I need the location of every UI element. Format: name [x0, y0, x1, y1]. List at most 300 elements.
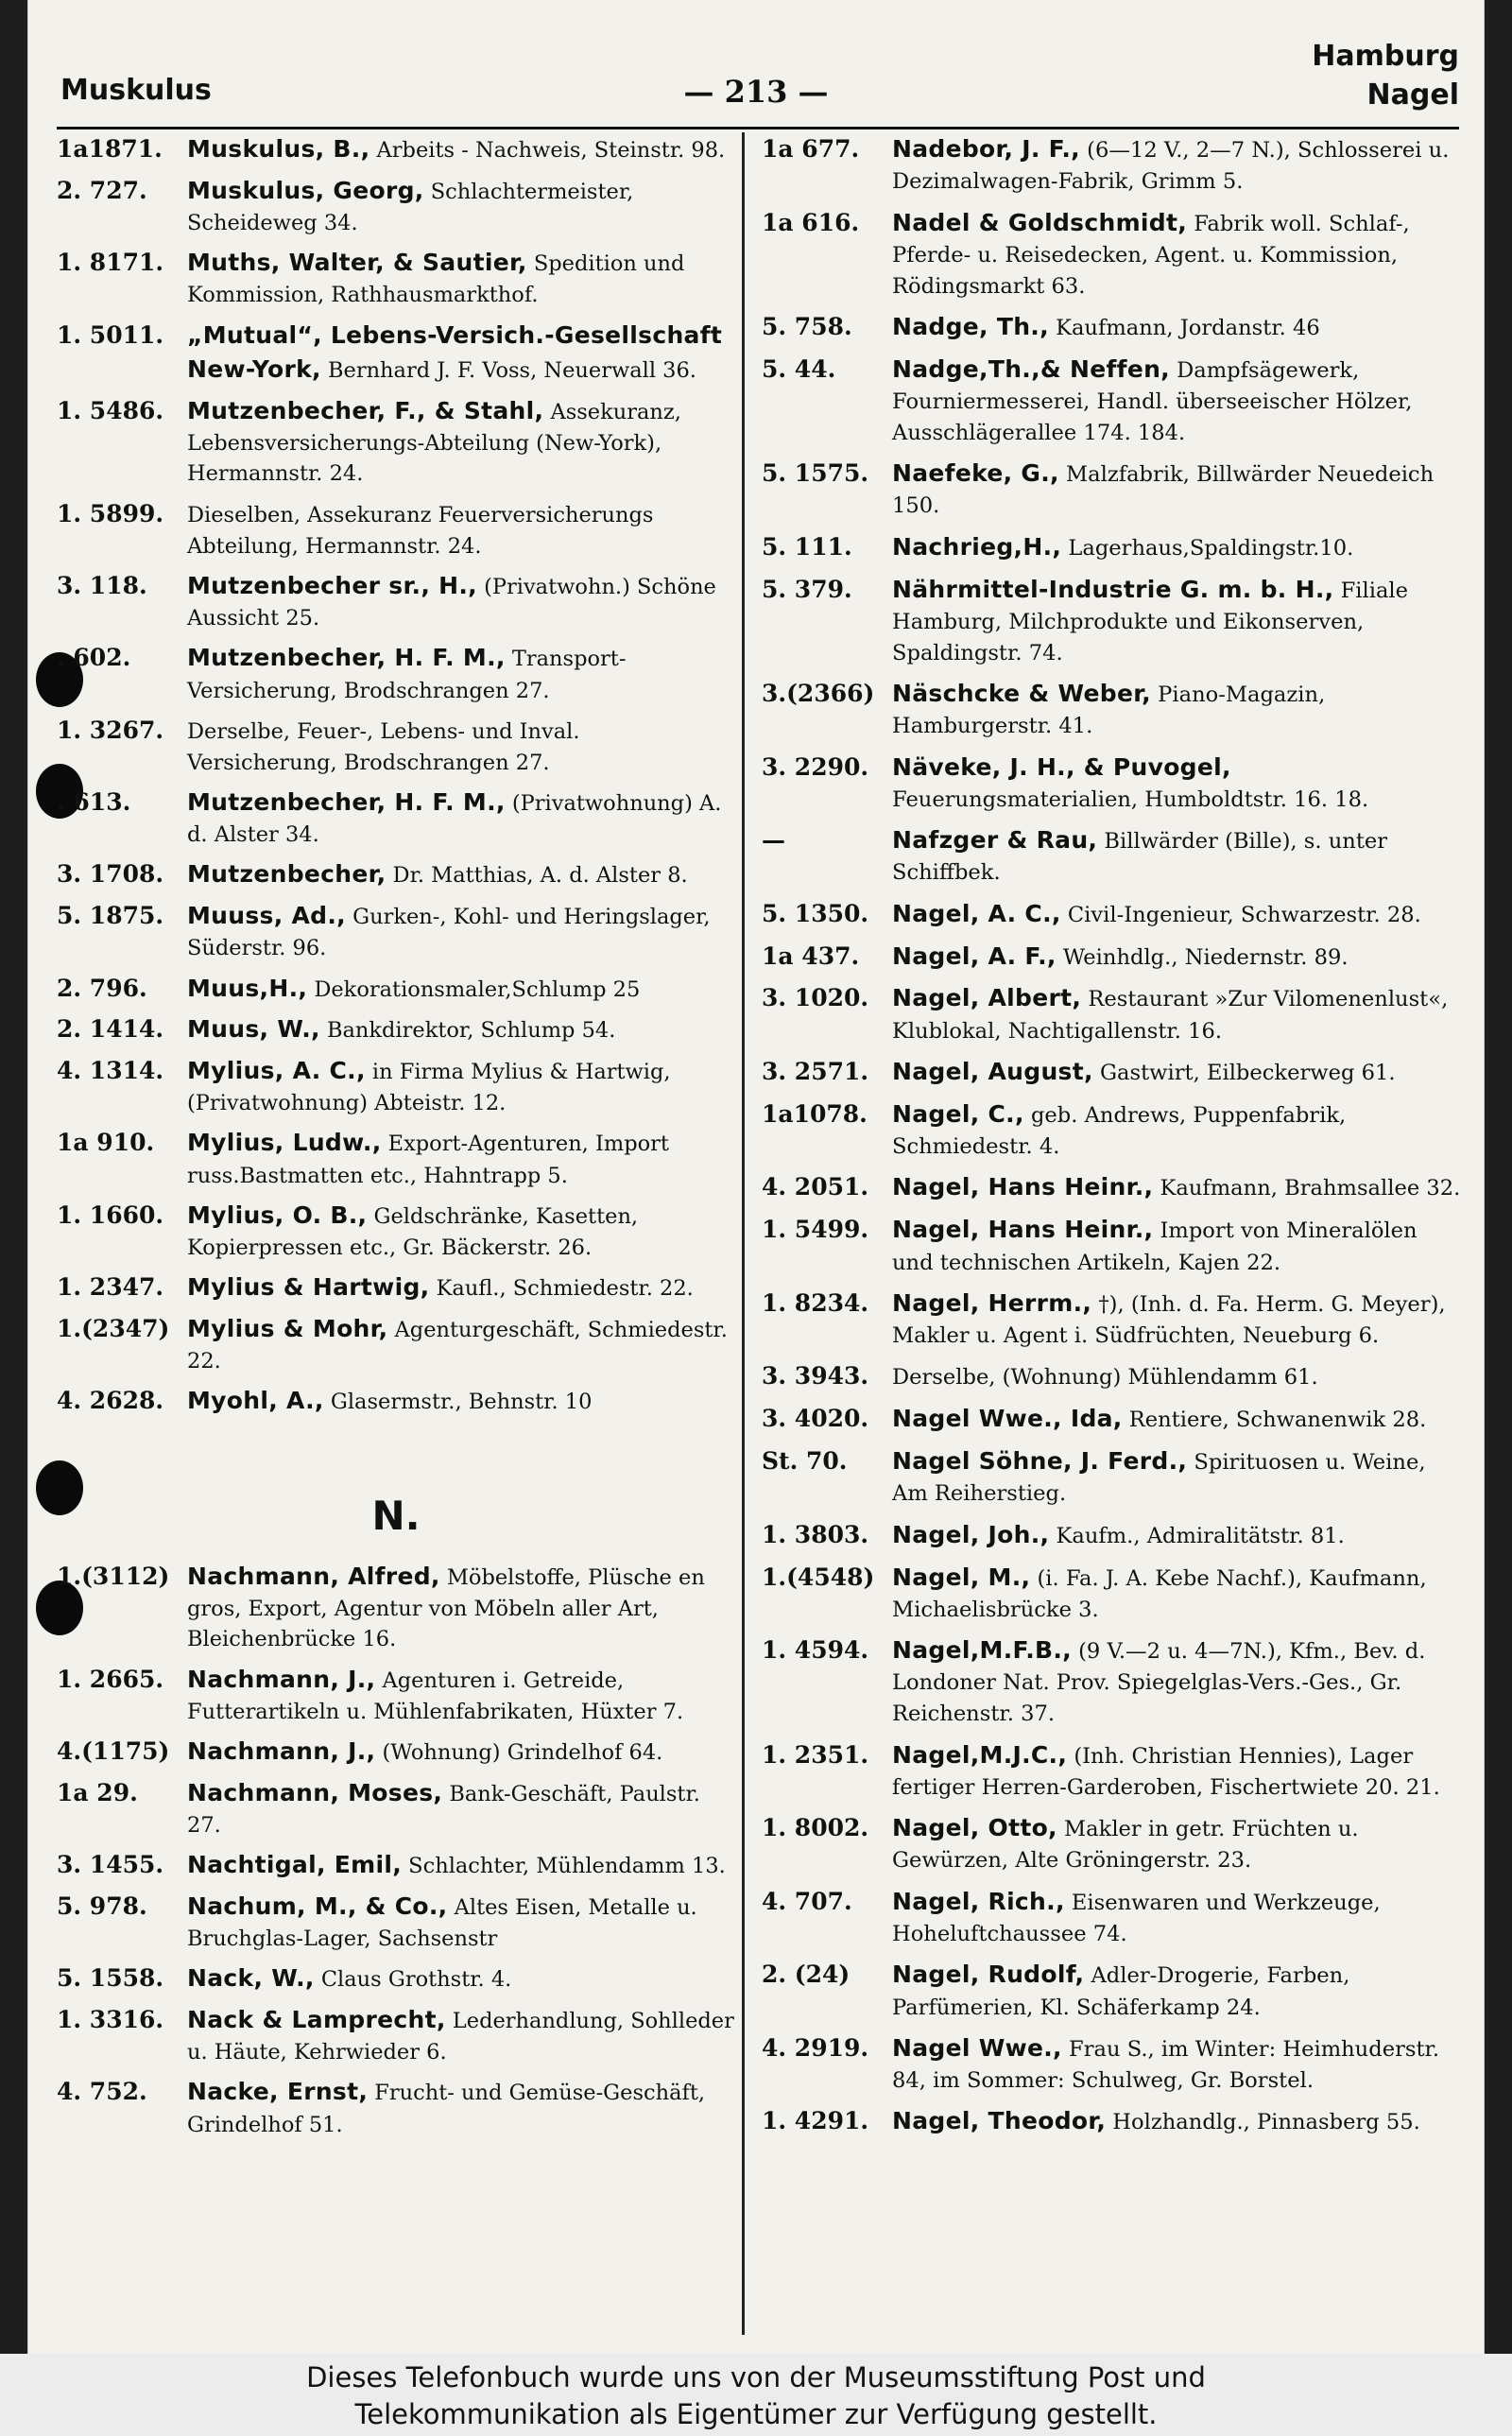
subscriber-name: Nagel, C., — [892, 1099, 1024, 1128]
phone-number: 4. 1314. — [57, 1057, 164, 1084]
entry-text — [181, 1270, 735, 1304]
subscriber-details: Kaufm., Admiralitätstr. 81. — [1049, 1523, 1345, 1548]
subscriber-details: Frau S., im Winter: Heimhuderstr. 84, im Sommer: Schulweg, Gr. Borstel. — [892, 2036, 1440, 2094]
subscriber-name: Nagel Wwe., Ida, — [892, 1405, 1123, 1433]
header-city: Hamburg — [1312, 40, 1459, 73]
phone-number: 1a1078. — [762, 1099, 868, 1128]
phone-number: 1. 4594. — [762, 1636, 869, 1665]
subscriber-details: Piano-Magazin, Hamburgerstr. 41. — [892, 682, 1326, 739]
phone-number: 4. 2628. — [57, 1387, 164, 1415]
directory-entry — [762, 2104, 1461, 2138]
phone-number: 5. 1350. — [762, 899, 869, 927]
phone-number: 3. 118. — [57, 571, 147, 599]
entry-text — [181, 1961, 735, 1995]
phone-number: 1. 3316. — [57, 2005, 164, 2033]
subscriber-details: Bankdirektor, Schlump 54. — [319, 1018, 616, 1044]
phone-number: 1. 8234. — [762, 1288, 869, 1317]
entry-text — [181, 246, 735, 311]
entry-text — [181, 1848, 735, 1882]
subscriber-name: Mutzenbecher, — [187, 860, 387, 889]
directory-entry — [57, 2075, 735, 2140]
entry-text — [181, 2075, 735, 2140]
directory-entry — [57, 394, 735, 491]
directory-entry — [57, 319, 735, 388]
phone-number: 1. 5011. — [57, 320, 164, 349]
phone-number: 2. 1414. — [57, 1015, 164, 1044]
subscriber-name: Mylius & Mohr, — [187, 1314, 388, 1342]
subscriber-name: Nachmann, J., — [187, 1736, 376, 1765]
subscriber-name: Nachum, M., & Co., — [187, 1892, 448, 1920]
subscriber-details: (9 V.—2 u. 4—7N.), Kfm., Bev. d. Londoner Nat. Prov. Spiegelglas-Vers.-Ges., Gr. Reichenstr. 37. — [892, 1639, 1426, 1727]
subscriber-details: Dekorationsmaler,Schlump 25 — [307, 976, 641, 1002]
directory-entry — [57, 1199, 735, 1264]
entry-text — [181, 641, 735, 706]
subscriber-details: (Privatwohnung) A. d. Alster 34. — [187, 791, 722, 848]
subscriber-name: Näveke, J. H., & Puvogel, — [892, 752, 1231, 781]
entry-text — [886, 353, 1461, 449]
subscriber-name: Mutzenbecher, F., & Stahl, — [187, 396, 544, 424]
phone-number: 3. 1020. — [762, 984, 869, 1012]
directory-entry — [57, 1384, 735, 1418]
entry-text — [181, 497, 735, 562]
directory-entry — [57, 497, 735, 562]
subscriber-name: Mylius & Hartwig, — [187, 1273, 430, 1302]
subscriber-name: Nagel, Otto, — [892, 1814, 1057, 1842]
directory-entry — [57, 972, 735, 1006]
footer-line: Dieses Telefonbuch wurde uns von der Museumsstiftung Post und — [306, 2361, 1206, 2393]
directory-entry — [57, 1961, 735, 1995]
subscriber-name: Nagel, Albert, — [892, 984, 1082, 1012]
directory-entry — [57, 1312, 735, 1377]
entry-text — [886, 2104, 1461, 2138]
subscriber-name: Nagel, Theodor, — [892, 2107, 1107, 2135]
subscriber-details: (Privatwohn.) Schöne Aussicht 25. — [187, 574, 716, 631]
entry-text — [886, 1885, 1461, 1950]
subscriber-details: Agenturgeschäft, Schmiedestr. 22. — [187, 1317, 728, 1374]
entry-text — [886, 573, 1461, 669]
subscriber-name: Nagel, Herrm., — [892, 1288, 1092, 1317]
entry-text — [886, 132, 1461, 198]
subscriber-name: Nagel, M., — [892, 1563, 1031, 1591]
header-left-keyword: Muskulus — [60, 74, 212, 107]
phone-number: 5. 758. — [762, 312, 852, 340]
subscriber-details: Dieselben, Assekuranz Feuerversicherungs Abteilung, Hermannstr. 24. — [187, 502, 654, 559]
directory-entry — [762, 1518, 1461, 1552]
phone-number: 2. 796. — [57, 974, 147, 1002]
subscriber-details: (Wohnung) Grindelhof 64. — [375, 1739, 663, 1765]
directory-entry — [762, 1633, 1461, 1730]
directory-entry — [762, 981, 1461, 1046]
subscriber-name: Muskulus, B., — [187, 135, 370, 163]
directory-entry — [762, 1738, 1461, 1804]
phone-number: 2. 727. — [57, 176, 147, 204]
phone-number: 1. 1660. — [57, 1201, 164, 1229]
entry-text — [886, 940, 1461, 974]
subscriber-name: Nachmann, Moses, — [187, 1778, 443, 1806]
directory-entry — [57, 1663, 735, 1728]
phone-number: 1. 5486. — [57, 396, 164, 424]
directory-entry — [762, 1958, 1461, 2023]
phone-number: 3.(2366) — [762, 679, 875, 707]
entry-text — [181, 1199, 735, 1264]
subscriber-details: Dr. Matthias, A. d. Alster 8. — [386, 863, 688, 889]
entry-text — [181, 899, 735, 964]
subscriber-name: Näschcke & Weber, — [892, 679, 1151, 707]
directory-entry — [762, 1811, 1461, 1876]
subscriber-name: Nadge, Th., — [892, 312, 1049, 340]
subscriber-details: Lagerhaus,Spaldingstr.10. — [1061, 535, 1354, 561]
phone-number: 1. 8171. — [57, 249, 164, 277]
subscriber-details: Gurken-, Kohl- und Heringslager, Süderstr. 96. — [187, 905, 711, 961]
directory-entry — [762, 823, 1461, 889]
subscriber-name: Nacke, Ernst, — [187, 2078, 369, 2106]
phone-number: — — [762, 826, 785, 855]
directory-entry — [762, 940, 1461, 974]
entry-text — [181, 1735, 735, 1769]
right-column — [762, 132, 1461, 2147]
subscriber-details: Bank-Geschäft, Paulstr. 27. — [187, 1781, 700, 1838]
directory-entry — [762, 1359, 1461, 1393]
phone-number: 5. 111. — [762, 532, 852, 561]
subscriber-name: Nafzger & Rau, — [892, 826, 1098, 855]
subscriber-name: Nadel & Goldschmidt, — [892, 208, 1188, 236]
entry-text — [181, 2003, 735, 2068]
subscriber-details: Agenturen i. Getreide, Futterartikeln u. Mühlenfabrikaten, Hüxter 7. — [187, 1667, 684, 1724]
subscriber-details: Frucht- und Gemüse-Geschäft, Grindelhof 51. — [187, 2081, 706, 2137]
section-letter: N. — [371, 1492, 421, 1539]
subscriber-details: Lederhandlung, Sohlleder u. Häute, Kehrwieder 6. — [187, 2008, 734, 2065]
subscriber-details: geb. Andrews, Puppenfabrik, Schmiedestr. 4. — [892, 1102, 1347, 1160]
subscriber-details: (i. Fa. J. A. Kebe Nachf.), Kaufmann, Michaelisbrücke 3. — [892, 1565, 1427, 1622]
subscriber-details: Restaurant »Zur Vilomenenlust«, Klublokal, Nachtigallenstr. 16. — [892, 987, 1449, 1044]
subscriber-details: Export-Agenturen, Import russ.Bastmatten etc., Hahntrapp 5. — [187, 1132, 669, 1188]
phone-number: 1. 4291. — [762, 2107, 869, 2135]
phone-number: 4.(1175) — [57, 1736, 170, 1765]
subscriber-name: Nagel Wwe., — [892, 2033, 1062, 2062]
directory-entry — [762, 2031, 1461, 2097]
phone-number: . 613. — [57, 788, 131, 816]
directory-entry — [57, 1890, 735, 1955]
subscriber-name: Nagel, A. C., — [892, 899, 1061, 927]
subscriber-name: Mylius, Ludw., — [187, 1129, 382, 1157]
subscriber-name: Nagel, Hans Heinr., — [892, 1216, 1154, 1244]
phone-number: 4. 707. — [762, 1887, 852, 1915]
phone-number: 1. 2351. — [762, 1740, 869, 1769]
phone-number: 1. 2347. — [57, 1273, 164, 1302]
footer-notice — [0, 2354, 1512, 2436]
phone-number: 4. 2051. — [762, 1173, 869, 1201]
phone-number: 5. 1558. — [57, 1964, 164, 1993]
subscriber-name: Mutzenbecher, H. F. M., — [187, 644, 506, 672]
header-right — [1312, 38, 1459, 114]
directory-entry — [57, 1012, 735, 1046]
directory-entry — [57, 857, 735, 891]
column-divider — [742, 132, 745, 2335]
entry-text — [886, 1811, 1461, 1876]
entry-text — [181, 1054, 735, 1119]
phone-number: 1. 8002. — [762, 1814, 869, 1842]
subscriber-name: Nack & Lamprecht, — [187, 2005, 446, 2033]
subscriber-details: Derselbe, (Wohnung) Mühlendamm 61. — [892, 1365, 1318, 1391]
phone-number: 5. 1575. — [762, 459, 869, 488]
directory-entry — [57, 1054, 735, 1119]
subscriber-details: Import von Mineralölen und technischen Artikeln, Kajen 22. — [892, 1218, 1418, 1275]
entry-text — [181, 1560, 735, 1656]
subscriber-details: in Firma Mylius & Hartwig, (Privatwohnung) Abteistr. 12. — [187, 1060, 671, 1116]
subscriber-details: Gastwirt, Eilbeckerweg 61. — [1092, 1060, 1396, 1085]
phone-number: 4. 2919. — [762, 2033, 869, 2062]
directory-entry — [762, 751, 1461, 816]
phone-number: 3. 2571. — [762, 1057, 869, 1085]
subscriber-details: Glasermstr., Behnstr. 10 — [323, 1390, 593, 1415]
entry-text — [886, 2031, 1461, 2097]
subscriber-name: Nagel, A. F., — [892, 942, 1057, 970]
entry-text — [181, 1384, 735, 1418]
phone-number: 3. 2290. — [762, 752, 869, 781]
subscriber-name: Nachmann, Alfred, — [187, 1562, 440, 1590]
subscriber-name: Nadge,Th.,& Neffen, — [892, 354, 1170, 383]
directory-entry — [762, 1213, 1461, 1278]
entry-text — [886, 1518, 1461, 1552]
directory-entry — [762, 1287, 1461, 1352]
subscriber-name: Nagel, Rudolf, — [892, 1961, 1085, 1989]
phone-number: 1. 3803. — [762, 1520, 869, 1548]
entry-text — [886, 1958, 1461, 2023]
directory-entry — [57, 899, 735, 964]
subscriber-details: Möbelstoffe, Plüsche en gros, Export, Agentur von Möbeln aller Art, Bleichenbrücke 16. — [187, 1564, 705, 1652]
subscriber-name: Nachrieg,H., — [892, 532, 1062, 561]
phone-number: 3. 4020. — [762, 1405, 869, 1433]
entry-text — [886, 1359, 1461, 1393]
subscriber-name: Nachtigal, Emil, — [187, 1851, 403, 1878]
entry-text — [886, 1213, 1461, 1278]
page-number: — 213 — — [683, 74, 829, 110]
directory-entry — [762, 1055, 1461, 1089]
subscriber-details: Spirituosen u. Weine, Am Reiherstieg. — [892, 1450, 1426, 1507]
phone-number: 5. 379. — [762, 575, 852, 603]
subscriber-details: Schlachtermeister, Scheideweg 34. — [187, 179, 634, 235]
entry-text — [181, 1776, 735, 1841]
phone-number: 3. 1708. — [57, 860, 164, 889]
subscriber-details: Geldschränke, Kasetten, Kopierpressen etc., Gr. Bäckerstr. 26. — [187, 1203, 639, 1260]
footer-line: Telekommunikation als Eigentümer zur Verfügung gestellt. — [354, 2398, 1158, 2431]
subscriber-name: Nack, W., — [187, 1964, 315, 1993]
directory-entry — [762, 1402, 1461, 1436]
entry-text — [886, 1055, 1461, 1089]
phone-number: 1.(3112) — [57, 1562, 170, 1590]
phone-number: 2. (24) — [762, 1961, 850, 1989]
subscriber-details: Schlachter, Mühlendamm 13. — [402, 1854, 726, 1878]
directory-entry — [762, 310, 1461, 344]
header-rule — [57, 127, 1459, 130]
entry-text — [886, 530, 1461, 564]
subscriber-details: Billwärder (Bille), s. unter Schiffbek. — [892, 829, 1388, 886]
entry-text — [886, 897, 1461, 931]
directory-page — [28, 0, 1484, 2354]
directory-entry — [762, 1561, 1461, 1626]
phone-number: 1a 29. — [57, 1778, 138, 1806]
entry-text — [886, 206, 1461, 302]
directory-entry — [762, 897, 1461, 931]
subscriber-details: Malzfabrik, Billwärder Neuedeich 150. — [892, 462, 1435, 519]
directory-entry — [57, 1126, 735, 1191]
subscriber-name: Nagel, August, — [892, 1057, 1093, 1085]
phone-number: 1a 616. — [762, 208, 860, 236]
phone-number: 1. 5499. — [762, 1216, 869, 1244]
subscriber-details: Eisenwaren und Werkzeuge, Hoheluftchaussee 74. — [892, 1890, 1381, 1946]
subscriber-name: Nadebor, J. F., — [892, 135, 1080, 163]
subscriber-name: Muths, Walter, & Sautier, — [187, 249, 527, 277]
entry-text — [886, 457, 1461, 522]
phone-number: 1.(2347) — [57, 1314, 170, 1342]
phone-number: 1a 437. — [762, 942, 860, 970]
subscriber-name: Muuss, Ad., — [187, 902, 346, 930]
entry-text — [181, 174, 735, 239]
entry-text — [886, 1633, 1461, 1730]
subscriber-name: Mutzenbecher, H. F. M., — [187, 788, 506, 816]
subscriber-name: Muus,H., — [187, 974, 308, 1002]
phone-number: . 602. — [57, 644, 131, 672]
subscriber-name: Nagel Söhne, J. Ferd., — [892, 1447, 1188, 1476]
subscriber-details: Kaufmann, Brahmsallee 32. — [1153, 1176, 1461, 1201]
phone-number: 3. 3943. — [762, 1362, 869, 1391]
subscriber-name: Naefeke, G., — [892, 459, 1059, 488]
left-column — [57, 132, 735, 2148]
subscriber-name: Nagel, Rich., — [892, 1887, 1065, 1915]
directory-entry — [762, 206, 1461, 302]
directory-entry — [57, 2003, 735, 2068]
directory-entry — [57, 641, 735, 706]
subscriber-name: Nagel, Joh., — [892, 1520, 1050, 1548]
subscriber-name: Nagel,M.F.B., — [892, 1636, 1072, 1665]
subscriber-name: Nachmann, J., — [187, 1665, 376, 1693]
subscriber-details: (Inh. Christian Hennies), Lager fertiger Herren-Garderoben, Fischertwiete 20. 21. — [892, 1743, 1440, 1800]
directory-entry — [762, 457, 1461, 522]
entry-text — [181, 1312, 735, 1377]
subscriber-name: Mutzenbecher sr., H., — [187, 571, 477, 599]
directory-entry — [57, 174, 735, 239]
subscriber-details: Spedition und Kommission, Rathhausmarkthof. — [187, 251, 685, 308]
entry-text — [181, 319, 735, 388]
entry-text — [886, 1170, 1461, 1204]
entry-text — [181, 1126, 735, 1191]
header-right-keyword: Nagel — [1366, 78, 1459, 112]
subscriber-name: Nagel, Hans Heinr., — [892, 1173, 1154, 1201]
directory-entry — [57, 1560, 735, 1656]
phone-number: 1.(4548) — [762, 1563, 875, 1591]
phone-number: 3. 1455. — [57, 1851, 164, 1878]
entry-text — [181, 972, 735, 1006]
entry-text — [886, 310, 1461, 344]
entry-text — [886, 823, 1461, 889]
subscriber-details: Filiale Hamburg, Milchprodukte und Eikonserven, Spaldingstr. 74. — [892, 578, 1409, 665]
subscriber-details: Rentiere, Schwanenwik 28. — [1122, 1408, 1427, 1433]
phone-number: St. 70. — [762, 1447, 848, 1476]
subscriber-details: Kaufmann, Jordanstr. 46 — [1048, 315, 1320, 340]
entry-text — [181, 132, 735, 166]
directory-entry — [57, 1776, 735, 1841]
phone-number: 1. 5899. — [57, 499, 164, 527]
subscriber-details: Kaufl., Schmiedestr. 22. — [429, 1276, 694, 1302]
subscriber-details: Transport-Versicherung, Brodschrangen 27. — [187, 647, 627, 703]
subscriber-details: Feuerungsmaterialien, Humboldtstr. 16. 18. — [892, 786, 1369, 812]
directory-entry — [57, 714, 735, 779]
subscriber-details: Altes Eisen, Metalle u. Bruchglas-Lager, Sachsenstr — [187, 1894, 697, 1951]
phone-number: 1a 677. — [762, 135, 860, 163]
subscriber-name: „Mutual“, Lebens-Versich.-Gesellschaft New-York, — [187, 320, 723, 383]
entry-text — [181, 786, 735, 851]
subscriber-name: Nährmittel-Industrie G. m. b. H., — [892, 575, 1334, 603]
directory-entry — [762, 573, 1461, 669]
entry-text — [886, 1444, 1461, 1510]
entry-text — [181, 394, 735, 491]
entry-text — [886, 981, 1461, 1046]
subscriber-details: Claus Grothstr. 4. — [314, 1967, 512, 1993]
subscriber-name: Mylius, A. C., — [187, 1057, 366, 1084]
phone-number: 4. 752. — [57, 2078, 147, 2106]
directory-entry — [762, 677, 1461, 742]
entry-text — [181, 569, 735, 634]
subscriber-name: Muus, W., — [187, 1015, 320, 1044]
directory-entry — [762, 132, 1461, 198]
directory-entry — [762, 353, 1461, 449]
phone-number: 5. 978. — [57, 1892, 147, 1920]
phone-number: 5. 44. — [762, 354, 836, 383]
entry-text — [886, 1738, 1461, 1804]
subscriber-details: Weinhdlg., Niedernstr. 89. — [1056, 944, 1349, 970]
directory-entry — [762, 1885, 1461, 1950]
directory-entry — [57, 569, 735, 634]
directory-entry — [762, 1444, 1461, 1510]
directory-entry — [762, 1097, 1461, 1163]
subscriber-details: Civil-Ingenieur, Schwarzestr. 28. — [1060, 902, 1421, 927]
entry-text — [886, 1561, 1461, 1626]
phone-number: 1. 2665. — [57, 1665, 164, 1693]
subscriber-details: (6—12 V., 2—7 N.), Schlosserei u. Dezimalwagen-Fabrik, Grimm 5. — [892, 138, 1450, 195]
entry-text — [181, 1890, 735, 1955]
phone-number: 1. 3267. — [57, 716, 164, 744]
entry-text — [886, 1402, 1461, 1436]
subscriber-details: Adler-Drogerie, Farben, Parfümerien, Kl. Schäferkamp 24. — [892, 1963, 1350, 2020]
subscriber-details: Bernhard J. F. Voss, Neuerwall 36. — [320, 357, 696, 383]
subscriber-name: Mylius, O. B., — [187, 1201, 368, 1229]
entry-text — [181, 857, 735, 891]
phone-number: 1a1871. — [57, 135, 163, 163]
directory-entry — [57, 1270, 735, 1304]
entry-text — [886, 751, 1461, 816]
directory-entry — [57, 1848, 735, 1882]
directory-entry — [762, 1170, 1461, 1204]
entry-text — [181, 714, 735, 779]
subscriber-name: Nagel,M.J.C., — [892, 1740, 1068, 1769]
directory-entry — [57, 1735, 735, 1769]
entry-text — [886, 1287, 1461, 1352]
entry-text — [181, 1663, 735, 1728]
directory-entry — [57, 246, 735, 311]
phone-number: 5. 1875. — [57, 902, 164, 930]
entry-text — [181, 1012, 735, 1046]
subscriber-name: Myohl, A., — [187, 1387, 324, 1415]
subscriber-details: Derselbe, Feuer-, Lebens- und Inval. Versicherung, Brodschrangen 27. — [187, 718, 580, 775]
subscriber-details: †), (Inh. d. Fa. Herm. G. Meyer), Makler u. Agent i. Südfrüchten, Neueburg 6. — [892, 1291, 1446, 1349]
subscriber-details: Arbeits - Nachweis, Steinstr. 98. — [369, 138, 726, 163]
directory-entry — [762, 530, 1461, 564]
subscriber-details: Dampfsägewerk, Fourniermesserei, Handl. überseeischer Hölzer, Ausschlägerallee 174. 184. — [892, 357, 1413, 445]
entry-text — [886, 1097, 1461, 1163]
phone-number: 1a 910. — [57, 1129, 155, 1157]
subscriber-details: Makler in getr. Früchten u. Gewürzen, Alte Gröningerstr. 23. — [892, 1817, 1359, 1874]
subscriber-name: Muskulus, Georg, — [187, 176, 424, 204]
